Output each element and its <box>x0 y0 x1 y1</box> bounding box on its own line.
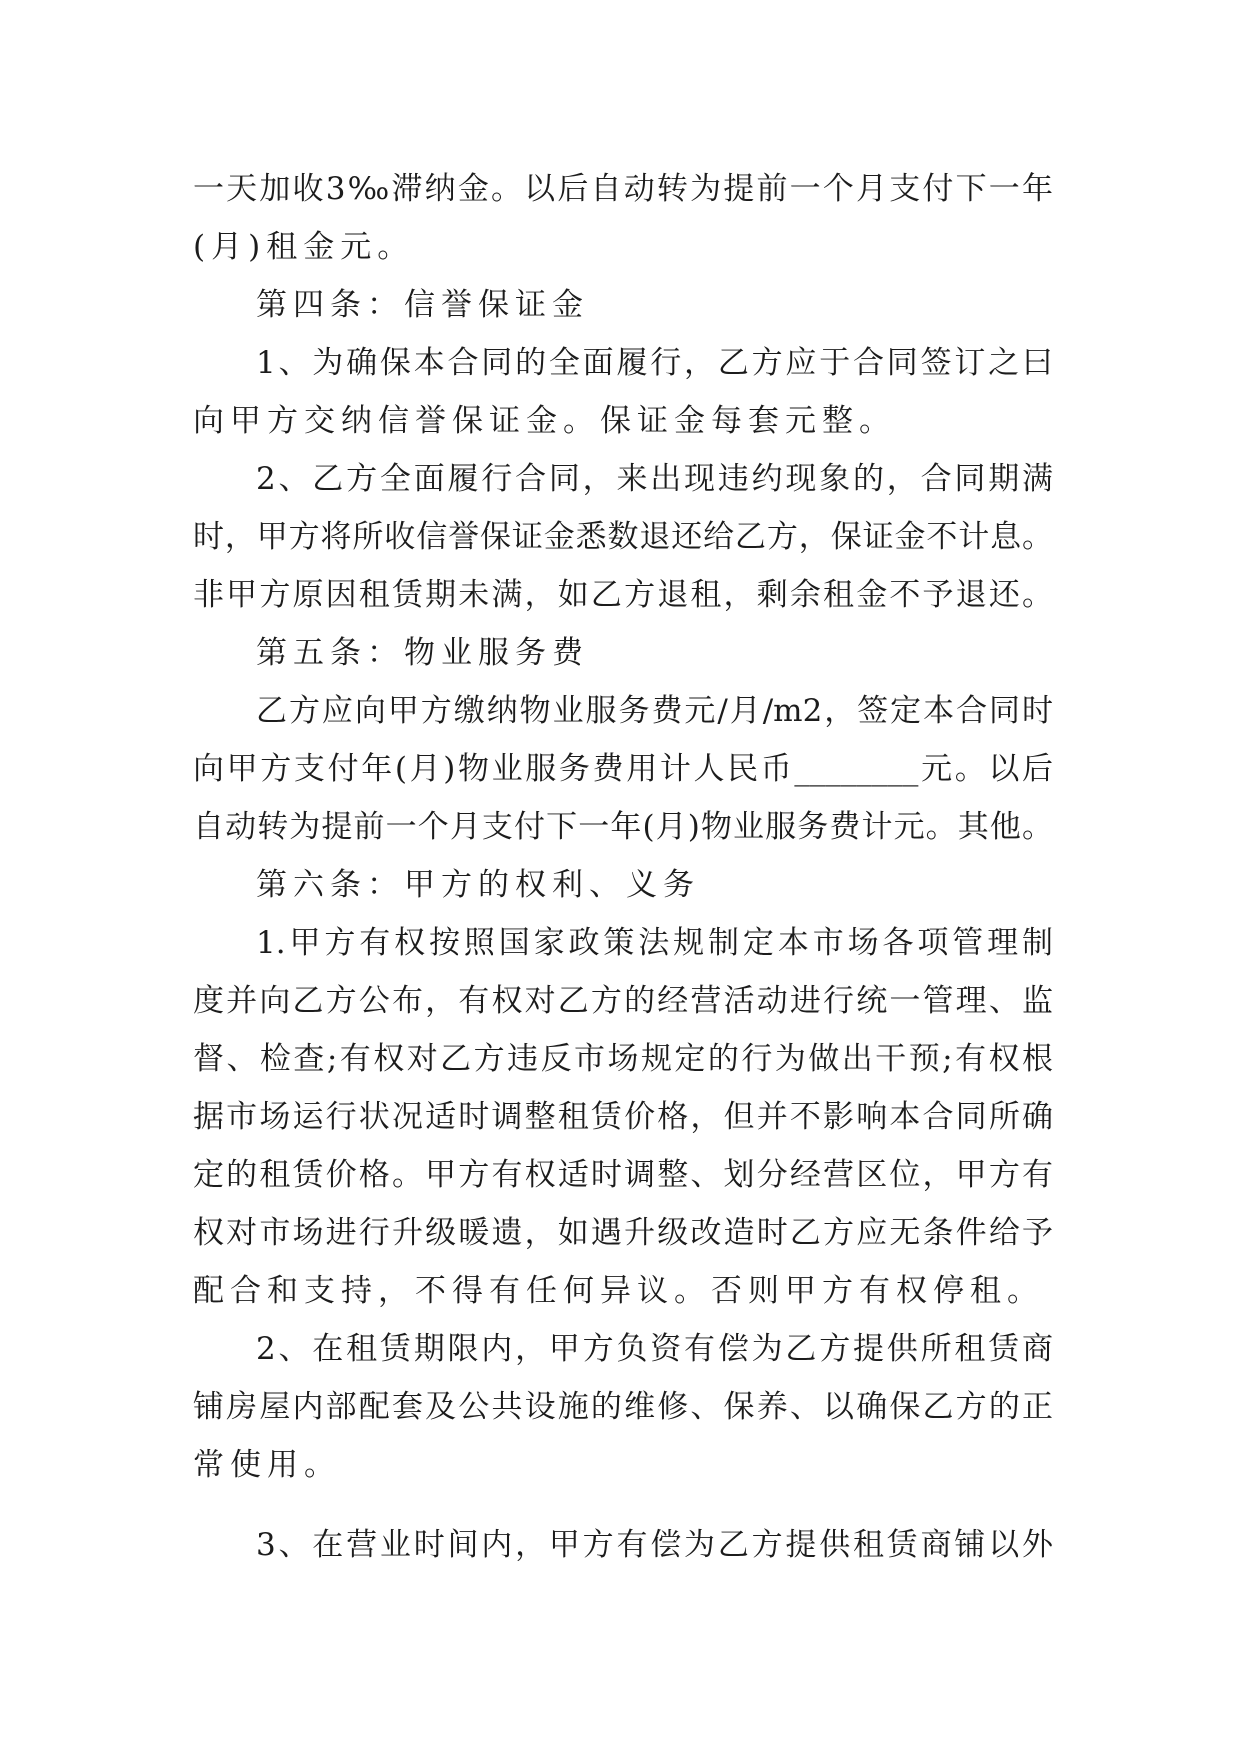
text-line-18: 定的租赁价格。甲方有权适时调整、划分经营区位，甲方有 <box>193 1157 1053 1193</box>
text-line-07: 时，甲方将所收信誉保证金悉数退还给乙方，保证金不计息。 <box>193 519 1053 555</box>
text-line-10: 乙方应向甲方缴纳物业服务费元/月/m2，签定本合同时 <box>256 693 1053 729</box>
text-line-01: 一天加收3‰滞纳金。以后自动转为提前一个月支付下一年 <box>193 171 1053 207</box>
section-heading-4: 第四条：信誉保证金 <box>256 287 589 323</box>
text-line-11: 向甲方支付年(月)物业服务费用计人民币________元。以后 <box>193 751 1053 787</box>
text-line-19: 权对市场进行升级暖遗，如遇升级改造时乙方应无条件给予 <box>193 1215 1053 1251</box>
text-line-15: 度并向乙方公布，有权对乙方的经营活动进行统一管理、监 <box>193 983 1053 1019</box>
document-page <box>193 160 1053 1574</box>
text-line-02: (月)租金元。 <box>193 229 415 265</box>
text-line-14: 1.甲方有权按照国家政策法规制定本市场各项管理制 <box>256 925 1053 961</box>
text-line-24: 3、在营业时间内，甲方有偿为乙方提供租赁商铺以外 <box>256 1527 1053 1563</box>
text-line-06: 2、乙方全面履行合同，来出现违约现象的，合同期满 <box>256 461 1053 497</box>
text-line-04: 1、为确保本合同的全面履行，乙方应于合同签订之曰 <box>256 345 1053 381</box>
text-line-20: 配合和支持，不得有任何异议。否则甲方有权停租。 <box>193 1273 1044 1309</box>
text-line-22: 铺房屋内部配套及公共设施的维修、保养、以确保乙方的正 <box>193 1389 1053 1425</box>
text-line-17: 据市场运行状况适时调整租赁价格，但并不影响本合同所确 <box>193 1099 1053 1135</box>
text-line-16: 督、检查;有权对乙方违反市场规定的行为做出干预;有权根 <box>193 1041 1053 1077</box>
text-line-05: 向甲方交纳信誉保证金。保证金每套元整。 <box>193 403 896 439</box>
section-heading-6: 第六条：甲方的权利、义务 <box>256 867 700 903</box>
text-line-23: 常使用。 <box>193 1447 341 1483</box>
section-heading-5: 第五条：物业服务费 <box>256 635 589 671</box>
text-line-21: 2、在租赁期限内，甲方负资有偿为乙方提供所租赁商 <box>256 1331 1053 1367</box>
text-line-08: 非甲方原因租赁期未满，如乙方退租，剩余租金不予退还。 <box>193 577 1053 613</box>
text-line-12: 自动转为提前一个月支付下一年(月)物业服务费计元。其他。 <box>193 809 1053 845</box>
